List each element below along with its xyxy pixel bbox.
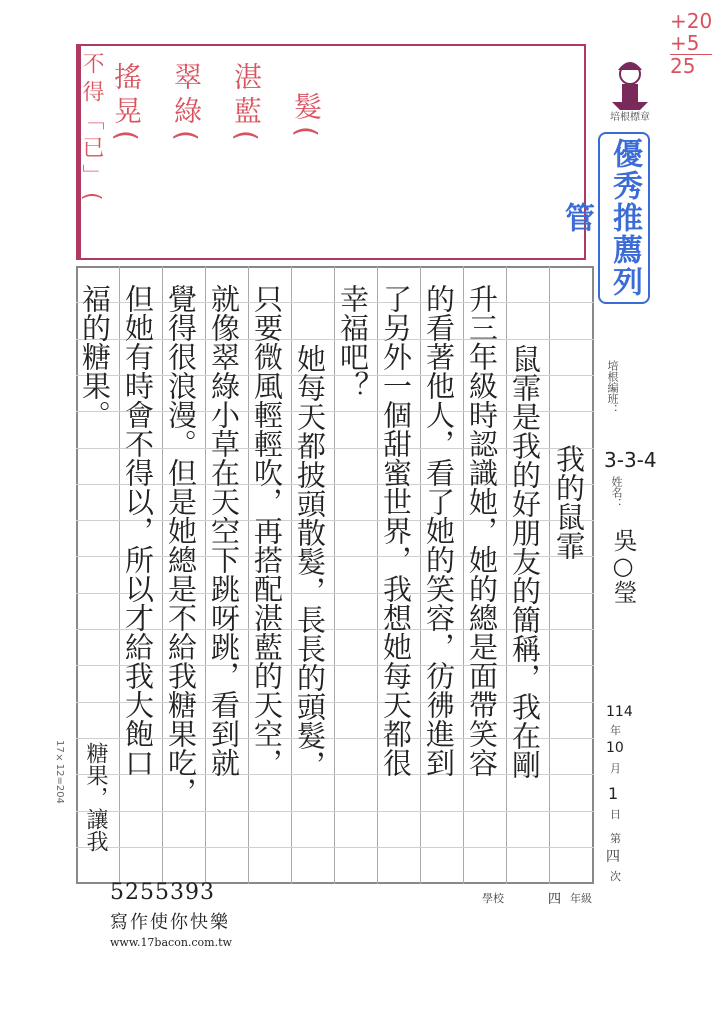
footer-url: www.17bacon.com.tw — [110, 936, 232, 949]
comment-item-3: 翠綠( — [170, 62, 203, 147]
essay-column-8: 就像翠綠小草在天空下跳呀跳，看到就 — [207, 284, 241, 777]
recommend-stamp-text: 優秀推薦列管 — [559, 138, 642, 298]
school-label: 學校 — [482, 892, 504, 905]
score-annotation — [670, 10, 712, 77]
grid-column-line — [377, 266, 378, 884]
grid-row-line — [76, 847, 594, 848]
essay-column-10: 但她有時會不得以，所以才給我大飽口 — [121, 284, 155, 777]
grid-row-line — [76, 811, 594, 812]
essay-column-7: 只要微風輕輕吹，再搭配湛藍的天空， — [250, 284, 284, 777]
student-name: 吳○瑩 — [609, 528, 637, 604]
grid-column-line — [119, 266, 120, 884]
name-label: 姓名： — [610, 476, 623, 509]
month-value: 10 — [606, 740, 624, 756]
essay-column-3: 的看著他人，看了她的笑容，彷彿進到 — [422, 284, 456, 777]
grid-spec: 17×12=204 — [54, 740, 65, 804]
grid-column-line — [506, 266, 507, 884]
class-value: 3-3-4 — [604, 448, 657, 472]
grid-column-line — [291, 266, 292, 884]
issue-value: 四 — [606, 849, 620, 865]
year-label: 年 — [610, 724, 621, 737]
grid-column-line — [162, 266, 163, 884]
day-label: 日 — [610, 808, 621, 821]
issue-unit: 次 — [610, 870, 621, 883]
grid-column-line — [420, 266, 421, 884]
score-line-1: +20 — [670, 9, 713, 33]
month-label: 月 — [610, 762, 621, 775]
comment-item-1: 髮( — [290, 92, 323, 143]
day-value: 1 — [608, 784, 619, 803]
grade-label: 年級 — [570, 892, 592, 905]
essay-column-2: 升三年級時認識她，她的總是面帶笑容 — [465, 284, 499, 777]
grid-column-line — [248, 266, 249, 884]
grid-column-line — [334, 266, 335, 884]
issue-label: 第 — [610, 832, 621, 845]
comment-item-2: 湛藍( — [230, 62, 263, 147]
grade-value: 四 — [548, 892, 562, 907]
year-value: 114 — [606, 704, 633, 720]
grid-column-line — [463, 266, 464, 884]
comment-item-4: 搖晃( — [110, 62, 143, 147]
essay-column-6: 她每天都披頭散髮，長長的頭髮， — [293, 344, 327, 779]
essay-column-5: 幸福吧？ — [336, 284, 370, 400]
logo-caption: 培根標章 — [610, 112, 650, 123]
class-label: 培根編班： — [606, 360, 619, 415]
footer-number: 5255393 — [110, 880, 215, 905]
essay-column-9: 覺得很浪漫。但是她總是不給我糖果吃， — [164, 284, 198, 806]
score-line-3: 25 — [670, 54, 712, 77]
essay-column-1: 鼠霏是我的好朋友的簡稱，我在剛 — [508, 344, 542, 779]
essay-column-11: 福的糖果。 — [78, 284, 112, 429]
essay-title: 我的鼠霏 — [552, 444, 586, 560]
footer-slogan: 寫作使你快樂 — [110, 912, 230, 933]
grid-column-line — [205, 266, 206, 884]
score-line-2: +5 — [670, 31, 700, 55]
comment-item-5: 不得「已」( — [79, 52, 104, 207]
grid-column-line — [549, 266, 550, 884]
teacher-comment-box — [78, 44, 586, 260]
margin-note: 糖果，讓我 — [83, 742, 108, 852]
essay-column-4: 了另外一個甜蜜世界，我想她每天都很 — [379, 284, 413, 777]
